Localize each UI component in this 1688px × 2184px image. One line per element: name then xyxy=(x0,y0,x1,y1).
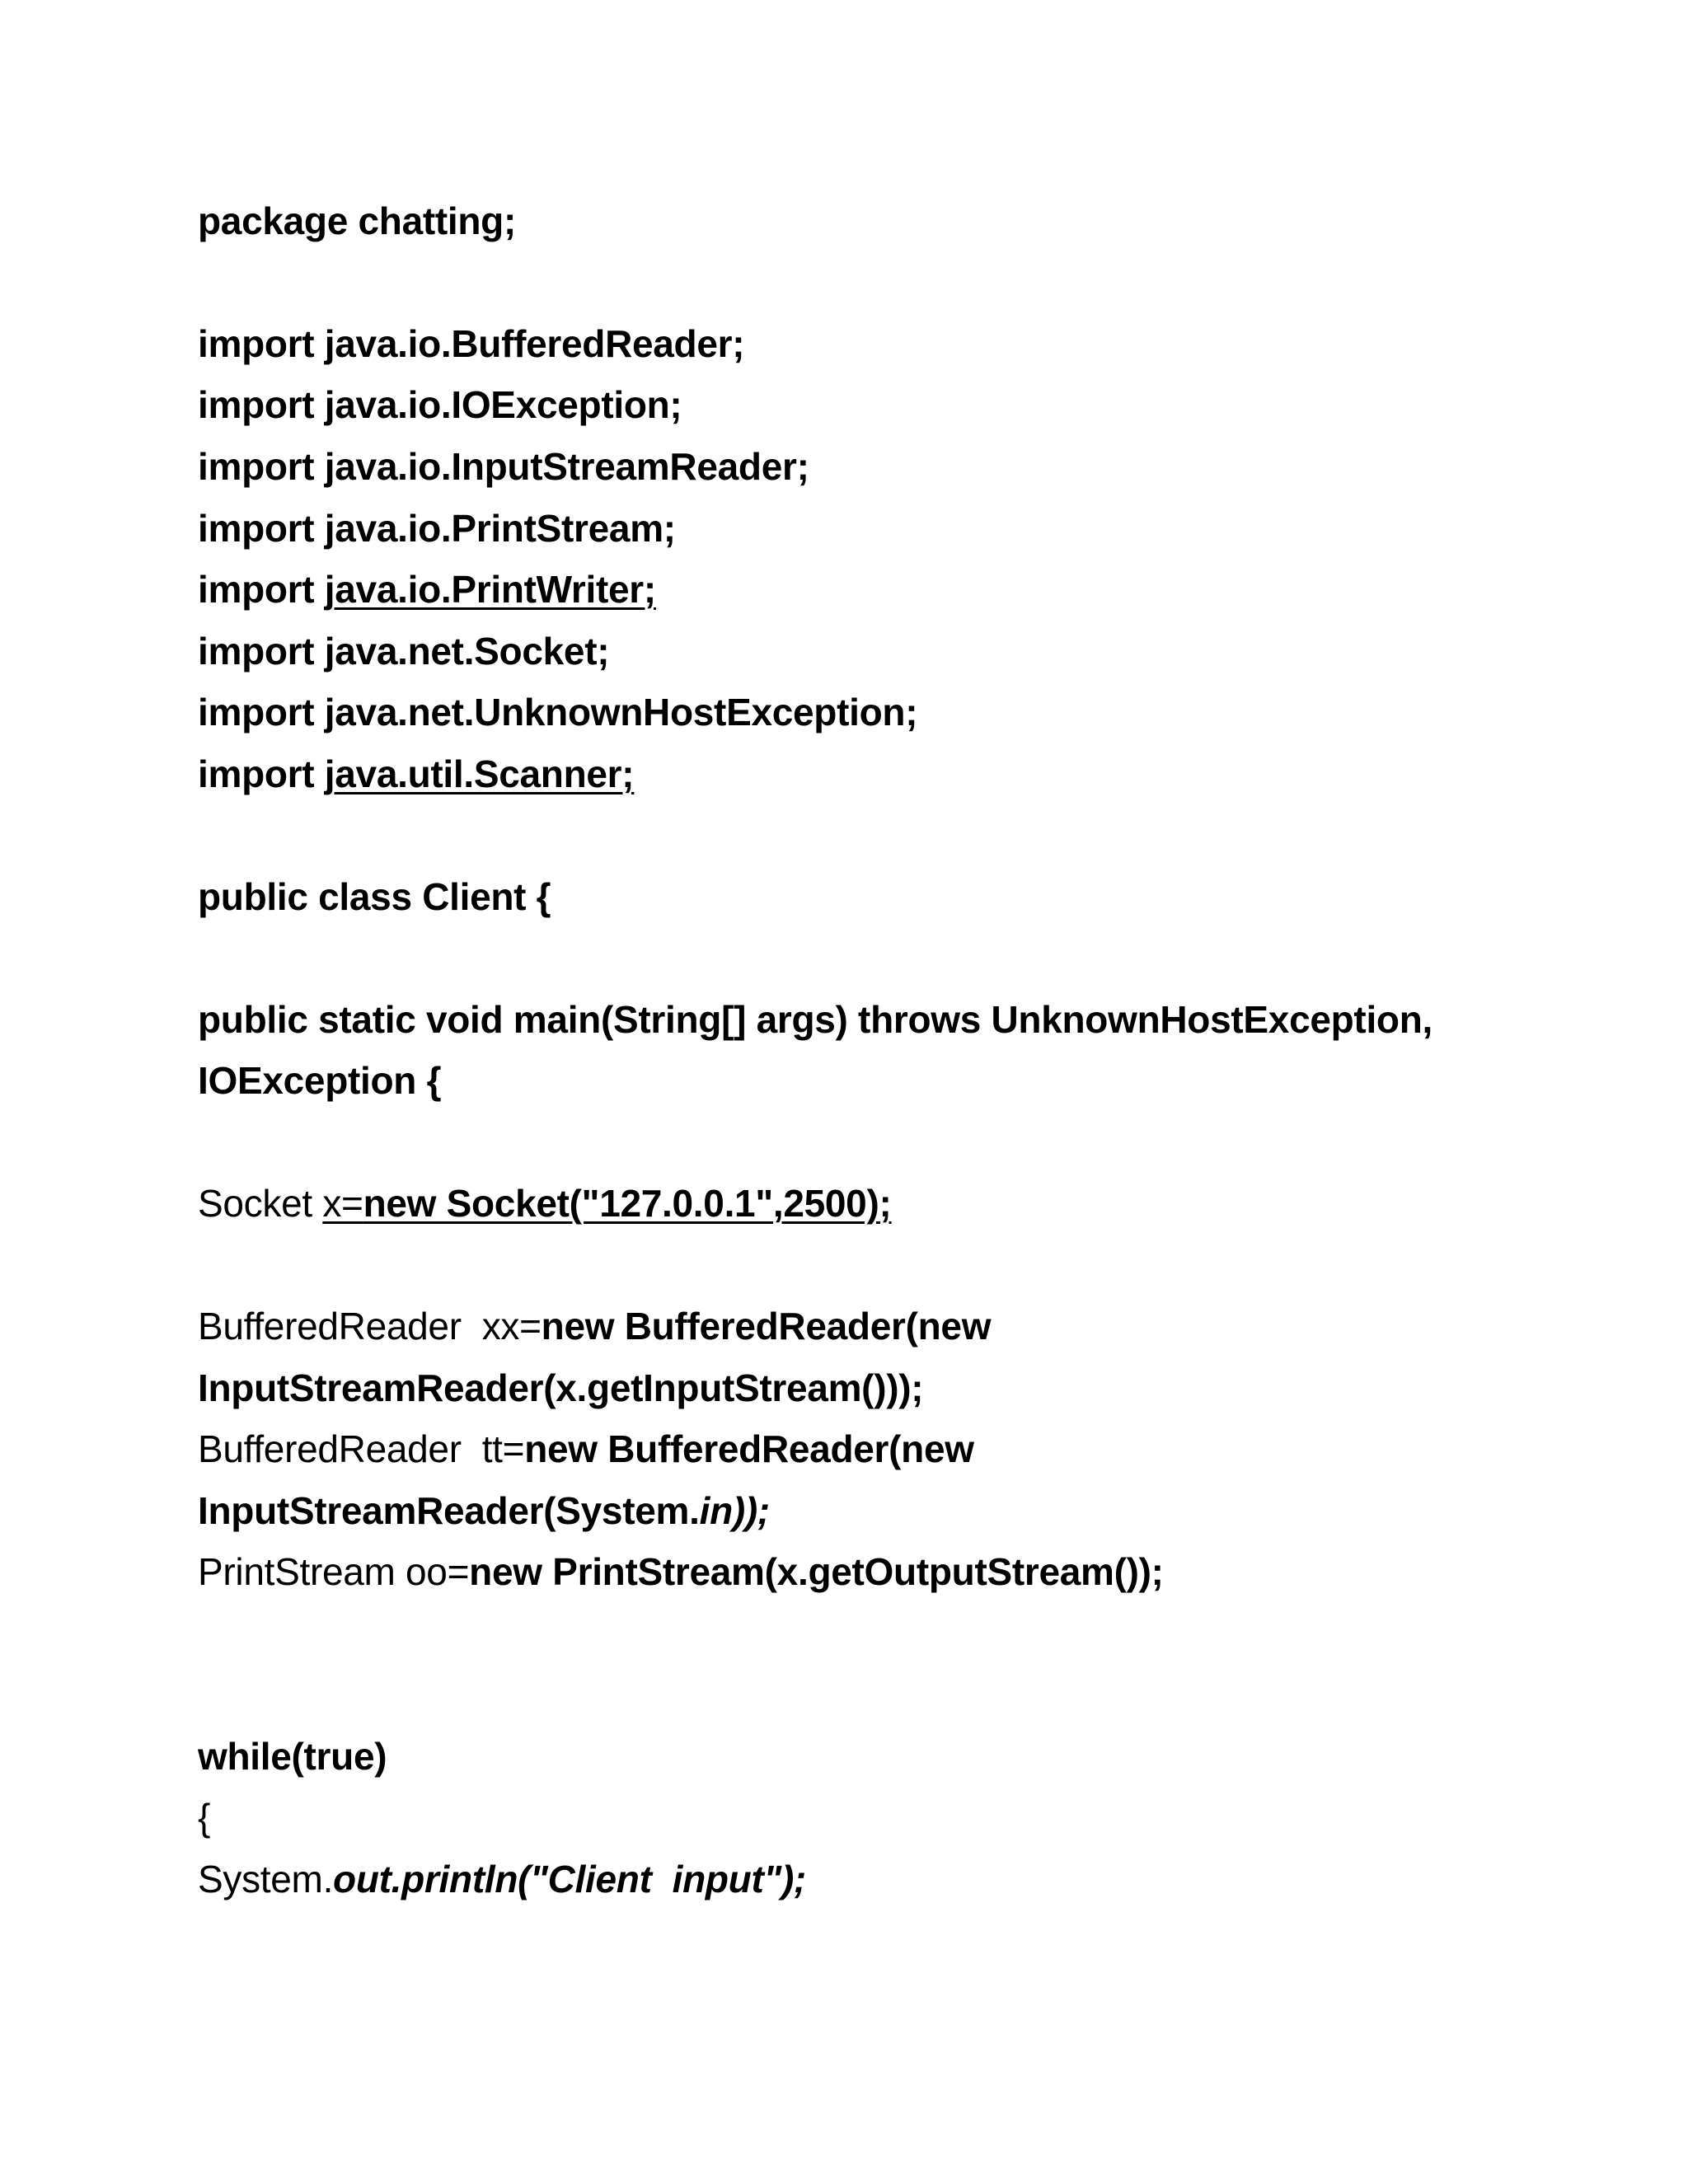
underlined-segment: java.io.PrintWriter; xyxy=(324,568,656,611)
code-line-main xyxy=(198,1056,441,1105)
code-line-while xyxy=(198,1732,387,1781)
italic-segment: in)); xyxy=(699,1489,770,1532)
text-segment: import java.io.InputStreamReader; xyxy=(198,445,809,488)
code-line-reader xyxy=(198,1363,923,1413)
text-segment: new BufferedReader(new xyxy=(524,1427,974,1470)
text-segment: public class Client { xyxy=(198,875,551,918)
text-segment: public static void main(String[] args) throws UnknownHostException, xyxy=(198,998,1433,1041)
text-segment: new PrintStream(x.getOutputStream()); xyxy=(469,1550,1164,1593)
code-line-import xyxy=(198,380,682,429)
text-segment: System. xyxy=(198,1858,334,1900)
code-line-import xyxy=(198,442,809,491)
text-segment: while(true) xyxy=(198,1735,387,1778)
text-segment: import java.net.Socket; xyxy=(198,630,610,673)
code-line-reader xyxy=(198,1486,770,1535)
text-segment: BufferedReader xx= xyxy=(198,1305,542,1347)
code-line-import xyxy=(198,319,744,368)
code-line-println xyxy=(198,1854,806,1904)
text-segment: BufferedReader tt= xyxy=(198,1427,525,1470)
code-line-import xyxy=(198,687,917,737)
code-line-printstream xyxy=(198,1547,1164,1596)
text-segment: import java.io.IOException; xyxy=(198,383,682,426)
code-line-main xyxy=(198,995,1432,1044)
code-line-package xyxy=(198,196,516,246)
code-line-brace xyxy=(198,1793,210,1842)
code-line-import xyxy=(198,504,676,553)
text-segment: InputStreamReader(x.getInputStream())); xyxy=(198,1366,924,1409)
code-line-import xyxy=(198,749,634,799)
code-line-import xyxy=(198,626,609,676)
text-segment: import xyxy=(198,752,325,795)
text-segment: package chatting; xyxy=(198,199,516,242)
text-segment: import java.net.UnknownHostException; xyxy=(198,691,918,733)
code-line-socket xyxy=(198,1179,892,1228)
text-segment: import java.io.PrintStream; xyxy=(198,507,676,550)
code-line-class xyxy=(198,872,551,921)
text-segment: PrintStream oo= xyxy=(198,1550,470,1593)
code-line-reader xyxy=(198,1424,974,1474)
text-segment: InputStreamReader(System. xyxy=(198,1489,700,1532)
underlined-segment: java.util.Scanner; xyxy=(324,752,635,795)
text-segment: import java.io.BufferedReader; xyxy=(198,322,745,365)
code-line-reader xyxy=(198,1301,991,1351)
underlined-segment: x= xyxy=(322,1182,363,1225)
text-segment: Socket xyxy=(198,1182,323,1225)
underlined-segment: new Socket("127.0.0.1",2500); xyxy=(363,1182,892,1225)
italic-segment: out.println("Client input"); xyxy=(333,1858,807,1900)
text-segment: new BufferedReader(new xyxy=(541,1305,992,1347)
code-line-import xyxy=(198,565,656,614)
text-segment: { xyxy=(198,1796,211,1839)
text-segment: import xyxy=(198,568,325,611)
text-segment: IOException { xyxy=(198,1059,442,1102)
